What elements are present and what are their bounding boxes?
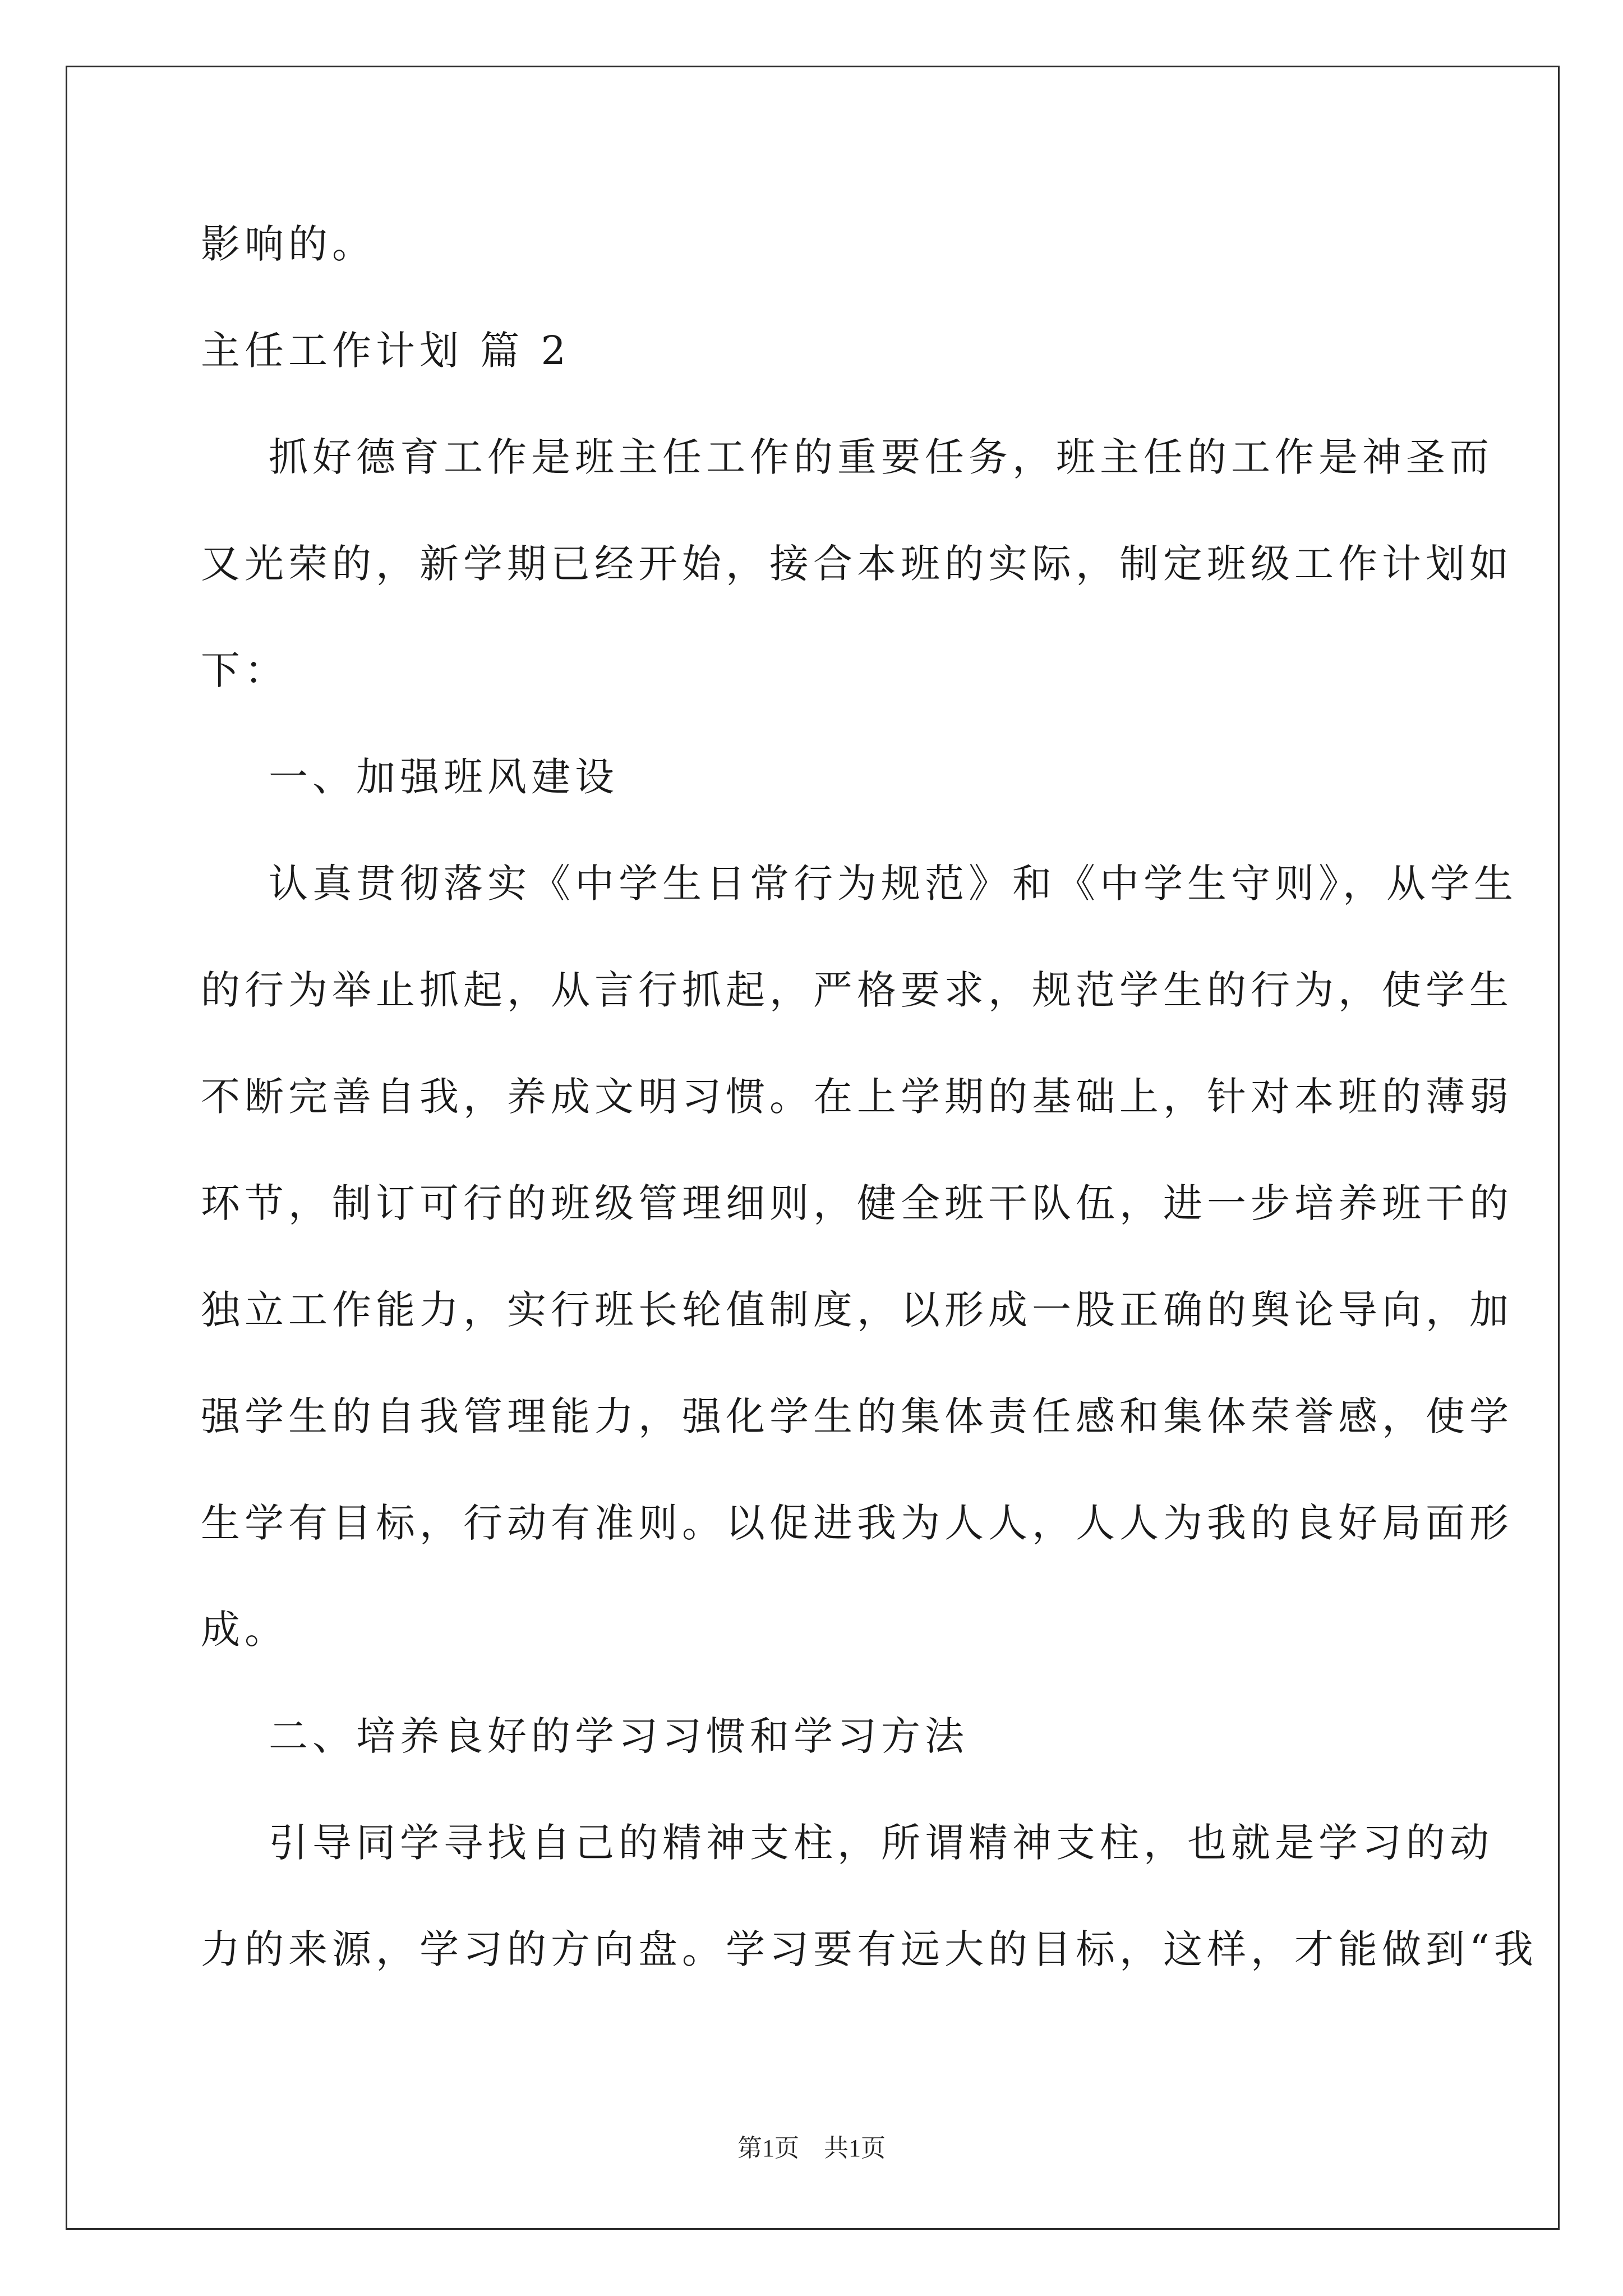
text-line: 影响的。 bbox=[201, 221, 376, 267]
text-line: 强学生的自我管理能力，强化学生的集体责任感和集体荣誉感，使学 bbox=[201, 1393, 1513, 1439]
page-number-footer: 第1页 共1页 bbox=[737, 2134, 886, 2162]
text-line: 独立工作能力，实行班长轮值制度，以形成一股正确的舆论导向，加 bbox=[201, 1287, 1513, 1333]
subheading: 一、加强班风建设 bbox=[201, 754, 619, 800]
text-line: 引导同学寻找自己的精神支柱，所谓精神支柱，也就是学习的动 bbox=[201, 1820, 1494, 1866]
text-line: 认真贯彻落实《中学生日常行为规范》和《中学生守则》，从学生 bbox=[201, 861, 1518, 907]
subheading: 二、培养良好的学习习惯和学习方法 bbox=[201, 1713, 969, 1759]
text-line: 又光荣的，新学期已经开始，接合本班的实际，制定班级工作计划如 bbox=[201, 541, 1513, 587]
section-heading: 主任工作计划 篇 2 bbox=[201, 328, 571, 374]
text-line: 环节，制订可行的班级管理细则，健全班干队伍，进一步培养班干的 bbox=[201, 1180, 1513, 1226]
text-line: 抓好德育工作是班主任工作的重要任务，班主任的工作是神圣而 bbox=[201, 434, 1494, 480]
text-line: 不断完善自我，养成文明习惯。在上学期的基础上，针对本班的薄弱 bbox=[201, 1074, 1513, 1120]
text-line: 的行为举止抓起，从言行抓起，严格要求，规范学生的行为，使学生 bbox=[201, 967, 1513, 1013]
text-line: 下： bbox=[201, 647, 288, 693]
text-line: 力的来源，学习的方向盘。学习要有远大的目标，这样，才能做到“我 bbox=[201, 1926, 1538, 1972]
text-line: 生学有目标，行动有准则。以促进我为人人，人人为我的良好局面形 bbox=[201, 1500, 1513, 1546]
text-line: 成。 bbox=[201, 1607, 288, 1653]
